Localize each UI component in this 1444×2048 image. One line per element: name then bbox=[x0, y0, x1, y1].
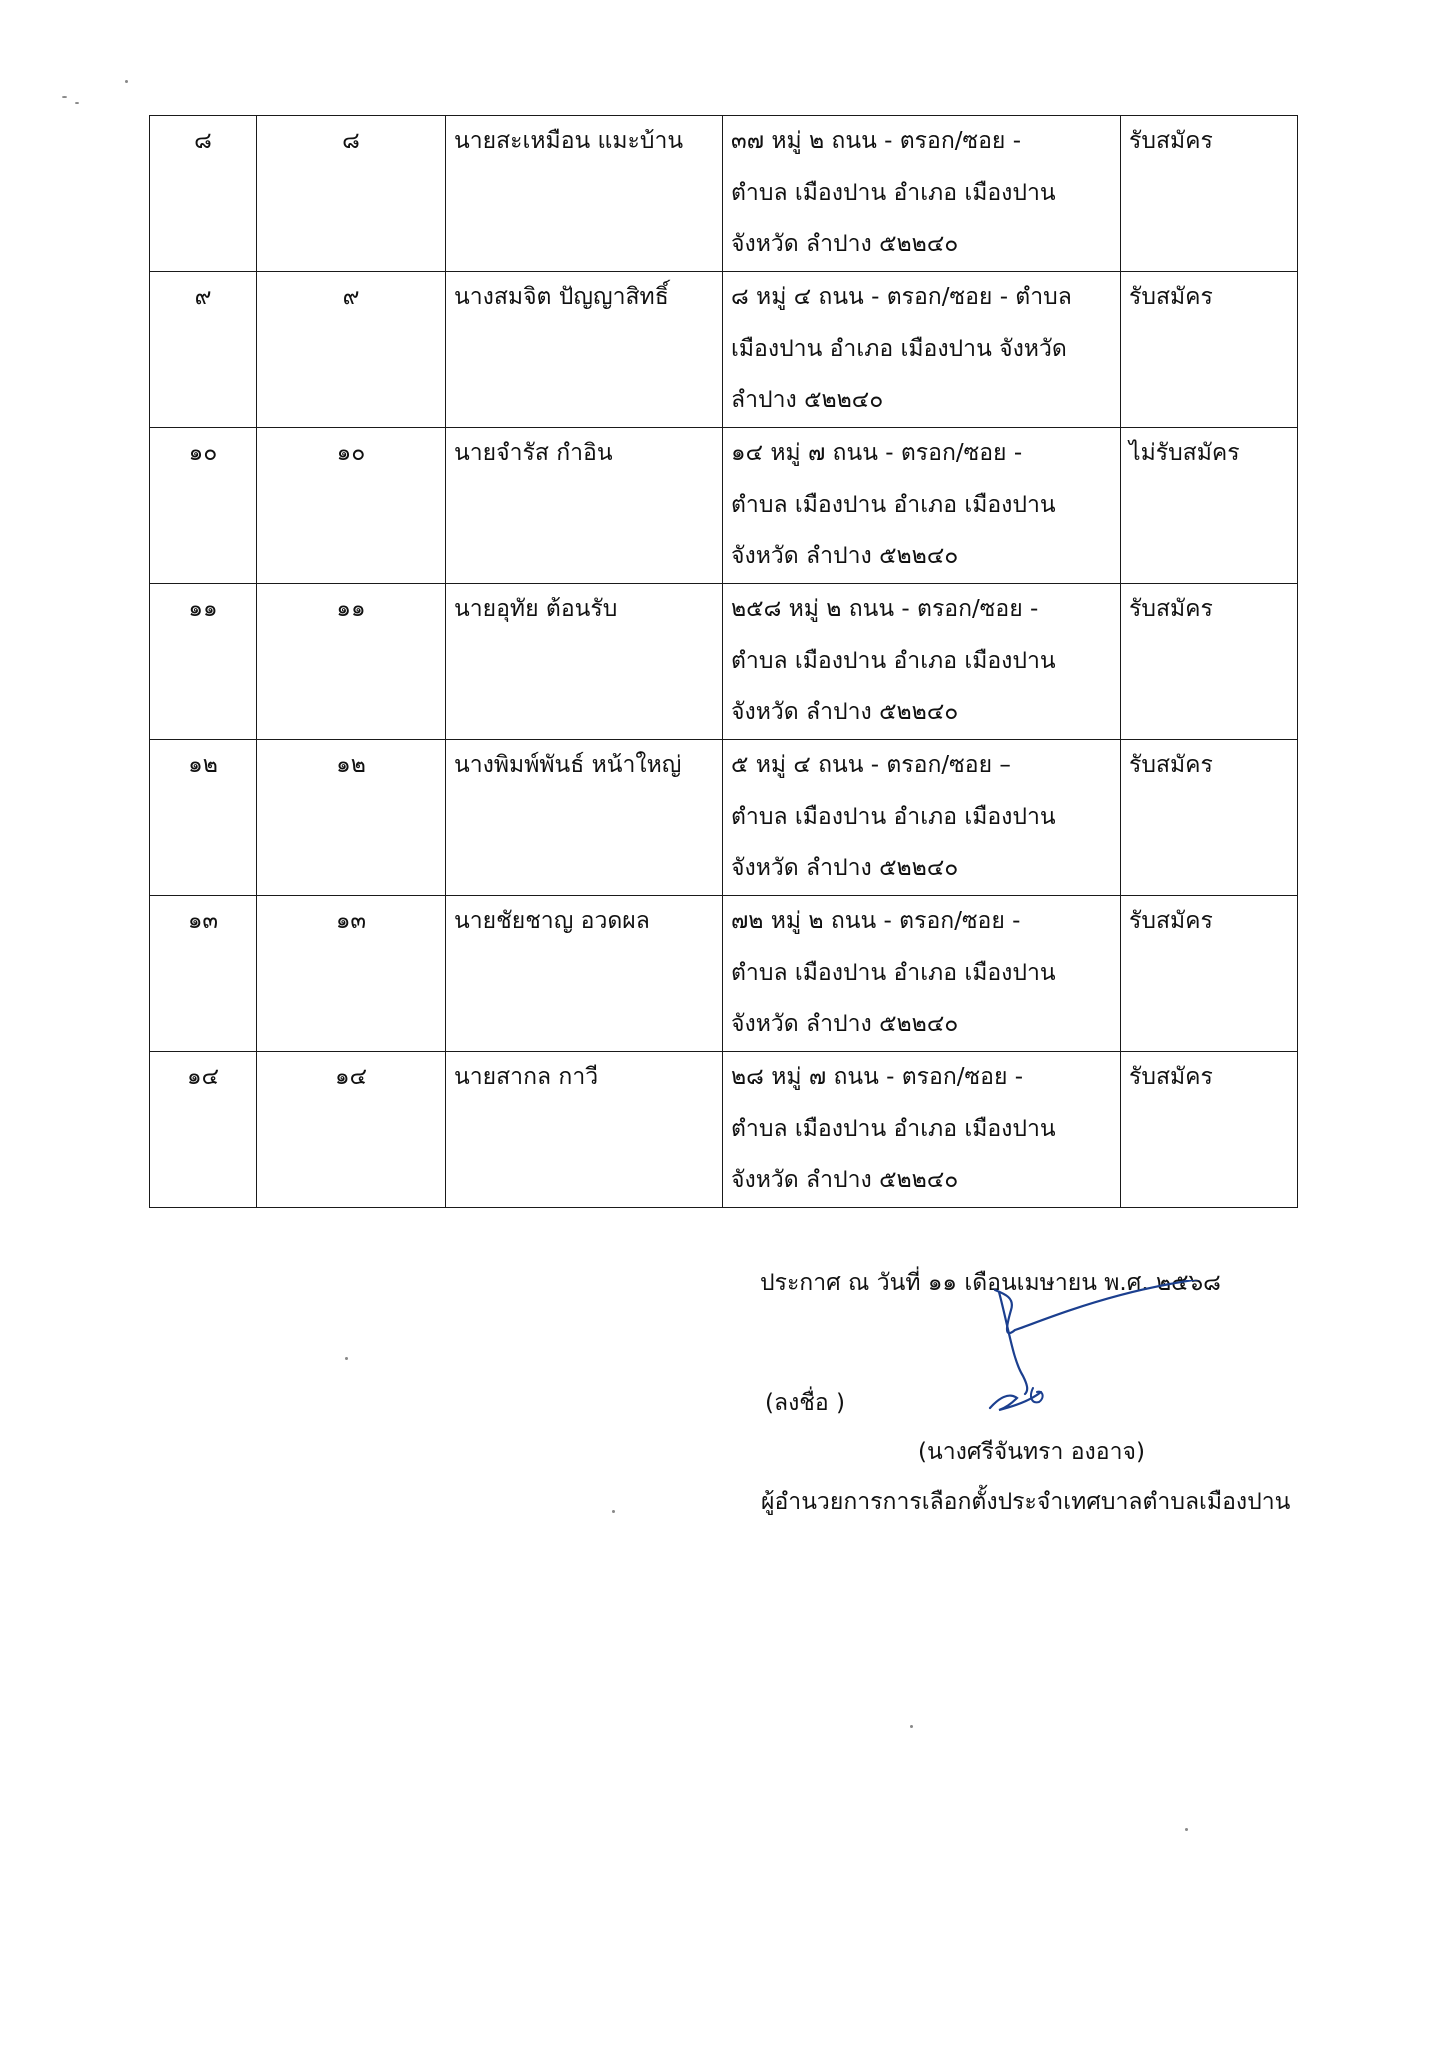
address-cell bbox=[723, 428, 1121, 584]
candidate-name-cell: นายอุทัย ต้อนรับ bbox=[446, 584, 723, 740]
signer-title: ผู้อำนวยการการเลือกตั้งประจำเทศบาลตำบลเมืองปาน bbox=[761, 1489, 1291, 1515]
candidate-number-cell: ๘ bbox=[257, 116, 446, 272]
status-cell: รับสมัคร bbox=[1121, 896, 1298, 1052]
address-cell bbox=[723, 584, 1121, 740]
table-row bbox=[150, 116, 1298, 272]
address-cell bbox=[723, 272, 1121, 428]
candidate-number-cell: ๑๓ bbox=[257, 896, 446, 1052]
table-row bbox=[150, 896, 1298, 1052]
row-number-cell: ๑๒ bbox=[150, 740, 257, 896]
address-line: จังหวัด ลำปาง ๕๒๒๔๐ bbox=[731, 1011, 959, 1037]
address-line: ตำบล เมืองปาน อำเภอ เมืองปาน bbox=[731, 647, 1056, 674]
candidate-number-cell: ๑๐ bbox=[257, 428, 446, 584]
row-number-cell: ๙ bbox=[150, 272, 257, 428]
candidate-table-body bbox=[150, 116, 1298, 1208]
row-number-cell: ๑๑ bbox=[150, 584, 257, 740]
address-line: ๑๔ หมู่ ๗ ถนน - ตรอก/ซอย - bbox=[731, 440, 1023, 466]
address-line: ตำบล เมืองปาน อำเภอ เมืองปาน bbox=[731, 491, 1056, 518]
address-line: ๓๗ หมู่ ๒ ถนน - ตรอก/ซอย - bbox=[731, 128, 1022, 154]
table-row bbox=[150, 428, 1298, 584]
status-cell: รับสมัคร bbox=[1121, 584, 1298, 740]
address-line: ตำบล เมืองปาน อำเภอ เมืองปาน bbox=[731, 1115, 1056, 1142]
table-row bbox=[150, 1052, 1298, 1208]
address-cell bbox=[723, 116, 1121, 272]
candidate-name-cell: นางสมจิต ปัญญาสิทธิ์ bbox=[446, 272, 723, 428]
candidate-number-cell: ๙ bbox=[257, 272, 446, 428]
address-line: จังหวัด ลำปาง ๕๒๒๔๐ bbox=[731, 1167, 959, 1193]
address-line: ตำบล เมืองปาน อำเภอ เมืองปาน bbox=[731, 803, 1056, 830]
candidate-number-cell: ๑๔ bbox=[257, 1052, 446, 1208]
address-line: ๗๒ หมู่ ๒ ถนน - ตรอก/ซอย - bbox=[731, 908, 1021, 934]
candidate-name-cell: นายจำรัส กำอิน bbox=[446, 428, 723, 584]
address-line: จังหวัด ลำปาง ๕๒๒๔๐ bbox=[731, 231, 959, 257]
announcement-date: ประกาศ ณ วันที่ ๑๑ เดือนเมษายน พ.ศ. ๒๕๖๘ bbox=[760, 1270, 1221, 1296]
status-cell: รับสมัคร bbox=[1121, 116, 1298, 272]
address-line: จังหวัด ลำปาง ๕๒๒๔๐ bbox=[731, 543, 959, 569]
row-number-cell: ๑๐ bbox=[150, 428, 257, 584]
status-cell: รับสมัคร bbox=[1121, 740, 1298, 896]
candidate-name-cell: นายสากล กาวี bbox=[446, 1052, 723, 1208]
table-row bbox=[150, 740, 1298, 896]
candidate-table bbox=[149, 115, 1298, 1208]
candidate-name-cell: นายสะเหมือน แมะบ้าน bbox=[446, 116, 723, 272]
row-number-cell: ๑๓ bbox=[150, 896, 257, 1052]
table-row bbox=[150, 584, 1298, 740]
row-number-cell: ๑๔ bbox=[150, 1052, 257, 1208]
signer-name: (นางศรีจันทรา องอาจ) bbox=[918, 1439, 1145, 1465]
status-cell: รับสมัคร bbox=[1121, 1052, 1298, 1208]
row-number-cell: ๘ bbox=[150, 116, 257, 272]
status-cell: รับสมัคร bbox=[1121, 272, 1298, 428]
address-line: จังหวัด ลำปาง ๕๒๒๔๐ bbox=[731, 855, 959, 881]
sign-label: (ลงชื่อ ) bbox=[765, 1390, 846, 1416]
address-line: ตำบล เมืองปาน อำเภอ เมืองปาน bbox=[731, 959, 1056, 986]
candidate-number-cell: ๑๒ bbox=[257, 740, 446, 896]
address-line: จังหวัด ลำปาง ๕๒๒๔๐ bbox=[731, 699, 959, 725]
address-line: เมืองปาน อำเภอ เมืองปาน จังหวัด bbox=[731, 335, 1067, 362]
address-line: ๒๕๘ หมู่ ๒ ถนน - ตรอก/ซอย - bbox=[731, 596, 1039, 622]
handwritten-signature bbox=[985, 1280, 1265, 1430]
candidate-number-cell: ๑๑ bbox=[257, 584, 446, 740]
address-cell bbox=[723, 740, 1121, 896]
table-row bbox=[150, 272, 1298, 428]
status-cell: ไม่รับสมัคร bbox=[1121, 428, 1298, 584]
address-cell bbox=[723, 896, 1121, 1052]
address-line: ๘ หมู่ ๔ ถนน - ตรอก/ซอย - ตำบล bbox=[731, 284, 1072, 310]
candidate-name-cell: นางพิมพ์พันธ์ หน้าใหญ่ bbox=[446, 740, 723, 896]
candidate-name-cell: นายชัยชาญ อวดผล bbox=[446, 896, 723, 1052]
address-line: ๕ หมู่ ๔ ถนน - ตรอก/ซอย – bbox=[731, 752, 1011, 778]
address-line: ตำบล เมืองปาน อำเภอ เมืองปาน bbox=[731, 179, 1056, 206]
address-line: ๒๘ หมู่ ๗ ถนน - ตรอก/ซอย - bbox=[731, 1064, 1024, 1090]
address-line: ลำปาง ๕๒๒๔๐ bbox=[731, 387, 884, 413]
address-cell bbox=[723, 1052, 1121, 1208]
